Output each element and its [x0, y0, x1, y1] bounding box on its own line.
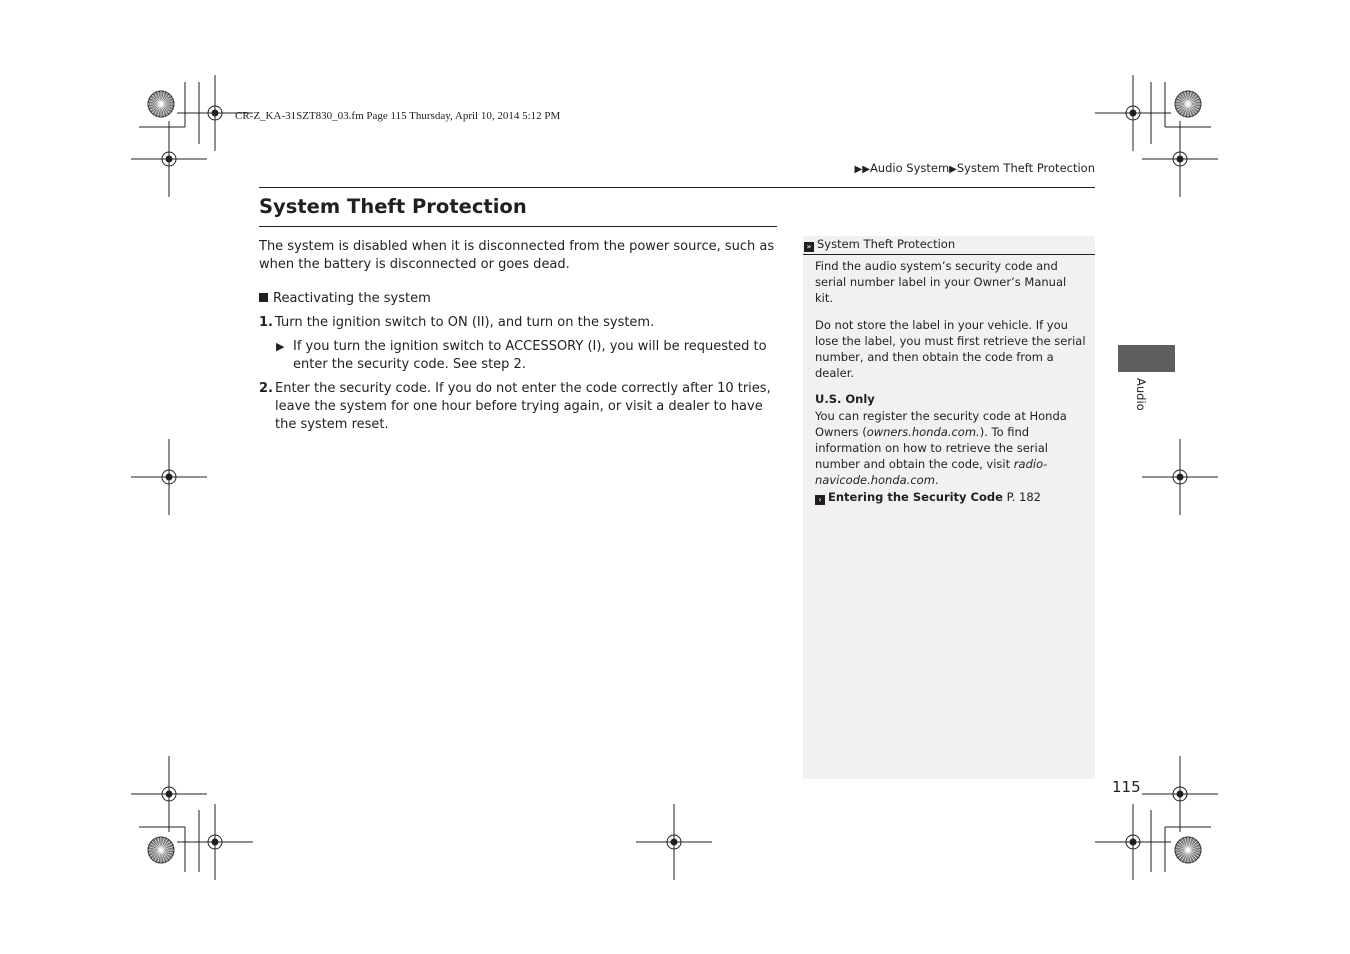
breadcrumb-separator: ▶ [949, 164, 957, 175]
sidebar-heading [803, 236, 1095, 255]
print-info: CR-Z_KA-31SZT830_03.fm Page 115 Thursday, April 10, 2014 5:12 PM [235, 110, 561, 122]
crosshair-mark [1142, 439, 1218, 515]
crosshair-mark [1095, 75, 1171, 151]
step-item [259, 380, 779, 434]
sidebar-heading-label: System Theft Protection [817, 237, 956, 251]
us-only-label: U.S. Only [815, 392, 875, 407]
header-rule [259, 187, 1095, 188]
text-run: You can register the security code at Honda Owners ( [815, 408, 1067, 439]
crosshair-mark [131, 756, 207, 832]
owners-link-text: owners.honda.com. [866, 424, 980, 439]
page-number: 115 [1112, 778, 1141, 796]
reference-arrow-icon: › [815, 495, 825, 505]
crosshair-mark [131, 121, 207, 197]
crosshair-mark [1095, 804, 1171, 880]
chapter-tab-label: Audio [1134, 378, 1148, 411]
title-rule [259, 226, 777, 227]
breadcrumb-section: Audio System [869, 161, 950, 175]
square-bullet-icon [259, 293, 268, 302]
intro-paragraph: The system is disabled when it is disconnected from the power source, such as when the battery is disconnected or goes dead. [259, 239, 775, 272]
sidebar-notes [803, 236, 1095, 779]
crosshair-mark [177, 804, 253, 880]
crosshair-mark [1142, 121, 1218, 197]
page-title: System Theft Protection [259, 195, 527, 218]
sidebar-paragraph: Find the audio system’s security code and serial number label in your Owner’s Manual kit. [815, 259, 1067, 306]
double-arrow-icon: » [804, 242, 814, 252]
step-note [259, 338, 779, 374]
breadcrumb [855, 161, 1095, 175]
breadcrumb-prefix: ▶▶ [854, 164, 870, 175]
subsection-heading [259, 290, 779, 308]
chapter-tab [1118, 345, 1175, 372]
text-run: . [934, 473, 939, 488]
step-number: 2. [259, 381, 273, 396]
crosshair-mark [636, 804, 712, 880]
sidebar-paragraph [815, 408, 1087, 489]
cross-reference[interactable] [815, 489, 1087, 505]
step-number: 1. [259, 315, 273, 330]
step-text: Turn the ignition switch to ON (II), and turn on the system. [275, 315, 655, 330]
subsection-label: Reactivating the system [273, 291, 431, 306]
reference-label: Entering the Security Code [828, 489, 1003, 504]
text-run: ). To find information on how to retrieve the serial number and obtain the code, visit [815, 424, 1048, 472]
main-content [259, 238, 779, 440]
sidebar-paragraph: Do not store the label in your vehicle. If you lose the label, you must first retrieve the serial number, and then obtain the code from a dealer. [815, 317, 1086, 381]
crosshair-mark [1142, 756, 1218, 832]
navicode-link-text: radio-navicode.honda.com [815, 457, 1048, 488]
reference-page: P. 182 [1006, 489, 1041, 504]
sidebar-body [815, 258, 1087, 505]
note-arrow-icon: ▶ [276, 340, 285, 353]
note-text: If you turn the ignition switch to ACCESSORY (I), you will be requested to enter the security code. See step 2. [293, 339, 767, 372]
crosshair-mark [131, 439, 207, 515]
step-item [259, 314, 779, 332]
step-text: Enter the security code. If you do not enter the code correctly after 10 tries, leave the system for one hour before trying again, or visit a dealer to have the system reset. [275, 381, 771, 432]
breadcrumb-page: System Theft Protection [956, 161, 1095, 175]
